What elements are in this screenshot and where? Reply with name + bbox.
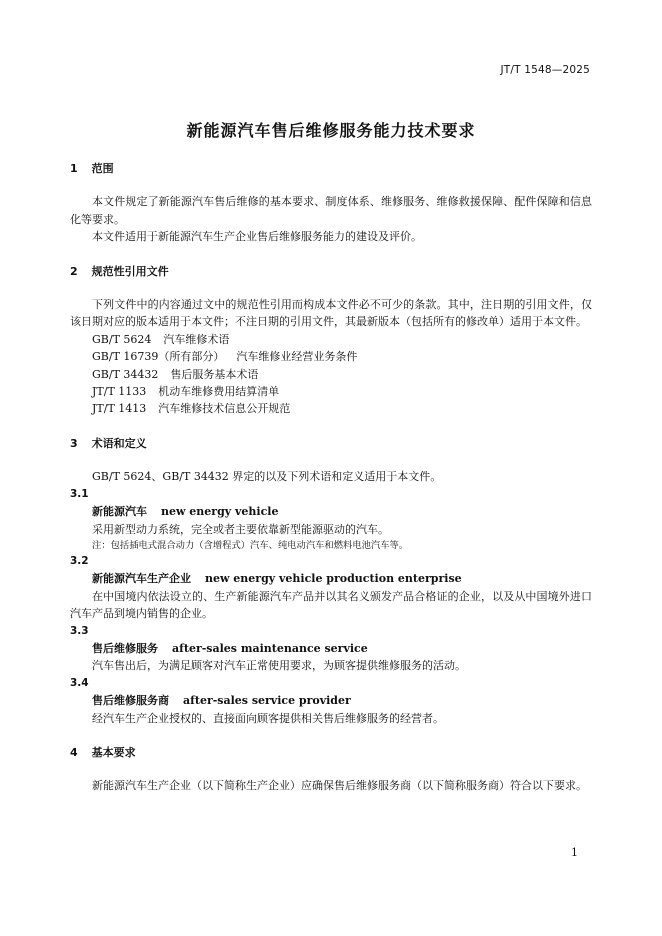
term-number: 3.1	[70, 487, 89, 500]
section-4-paragraph-1: 新能源汽车生产企业（以下简称生产企业）应确保售后维修服务商（以下简称服务商）符合以下要求。	[92, 779, 587, 793]
term-name-zh: 售后维修服务	[92, 641, 158, 655]
term-name-zh: 售后维修服务商	[92, 694, 169, 708]
term-name-en: new energy vehicle production enterprise	[205, 572, 462, 586]
section-2-intro: 下列文件中的内容通过文中的规范性引用而构成本文件必不可少的条款。其中，注日期的引用文件，仅该日期对应的版本适用于本文件；不注日期的引用文件，其最新版本（包括所有的修改单）适用于本文件。	[70, 298, 592, 329]
section-1-paragraph-1: 本文件规定了新能源汽车售后维修的基本要求、制度体系、维修服务、维修救援保障、配件保障和信息化等要求。	[70, 195, 592, 226]
section-title: 基本要求	[91, 745, 136, 759]
section-title: 范围	[91, 162, 114, 175]
section-number: 2	[70, 264, 78, 278]
section-1-heading	[70, 160, 592, 177]
reference-code: GB/T 5624	[92, 332, 152, 346]
reference-code: JT/T 1133	[92, 385, 147, 399]
page-number: 1	[571, 846, 578, 859]
reference-item	[70, 383, 592, 400]
reference-item	[70, 400, 592, 417]
document-body	[70, 160, 592, 795]
term-note: 注：包括插电式混合动力（含增程式）汽车、纯电动汽车和燃料电池汽车等。	[92, 539, 409, 551]
term-name-zh: 新能源汽车生产企业	[92, 572, 191, 586]
reference-name: 售后服务基本术语	[170, 367, 259, 381]
term-definition: 汽车售出后，为满足顾客对汽车正常使用要求，为顾客提供维修服务的活动。	[92, 659, 466, 673]
term-definition: 采用新型动力系统，完全或者主要依靠新型能源驱动的汽车。	[92, 522, 389, 536]
reference-code: JT/T 1413	[92, 402, 147, 416]
term-name	[70, 692, 592, 709]
section-3-heading	[70, 435, 592, 452]
term-name	[70, 570, 592, 587]
term-number: 3.3	[70, 624, 89, 637]
section-number: 1	[70, 162, 78, 175]
section-2-heading	[70, 263, 592, 280]
term-name-en: new energy vehicle	[161, 505, 279, 519]
reference-name: 汽车维修术语	[163, 332, 230, 346]
section-1-paragraph-2: 本文件适用于新能源汽车生产企业售后维修服务能力的建设及评价。	[92, 230, 422, 244]
document-title: 新能源汽车售后维修服务能力技术要求	[186, 121, 476, 140]
section-3-intro: GB/T 5624、GB/T 34432 界定的以及下列术语和定义适用于本文件。	[92, 470, 442, 484]
section-4-heading	[70, 744, 592, 761]
reference-item	[70, 348, 592, 365]
reference-name: 汽车维修技术信息公开规范	[158, 402, 291, 416]
term-definition: 在中国境内依法设立的、生产新能源汽车产品并以其名义颁发产品合格证的企业，以及从中国境外进口汽车产品到境内销售的企业。	[70, 589, 592, 621]
term-number: 3.4	[70, 676, 89, 689]
standard-number: JT/T 1548—2025	[500, 64, 590, 76]
reference-name: 机动车维修费用结算清单	[158, 385, 280, 399]
reference-name: 汽车维修业经营业务条件	[236, 350, 358, 364]
reference-item	[70, 366, 592, 383]
section-title: 规范性引用文件	[91, 264, 169, 278]
term-name-zh: 新能源汽车	[92, 505, 147, 519]
term-name-en: after-sales maintenance service	[172, 641, 368, 655]
reference-item	[70, 331, 592, 348]
reference-code: GB/T 34432	[92, 367, 159, 381]
section-number: 4	[70, 745, 78, 759]
section-title: 术语和定义	[91, 436, 147, 450]
reference-code: GB/T 16739（所有部分）	[92, 350, 225, 364]
term-number: 3.2	[70, 554, 89, 567]
section-number: 3	[70, 436, 78, 450]
term-name	[70, 503, 592, 520]
term-name	[70, 640, 592, 657]
term-definition: 经汽车生产企业授权的、直接面向顾客提供相关售后维修服务的经营者。	[92, 711, 444, 725]
term-name-en: after-sales service provider	[183, 694, 351, 708]
